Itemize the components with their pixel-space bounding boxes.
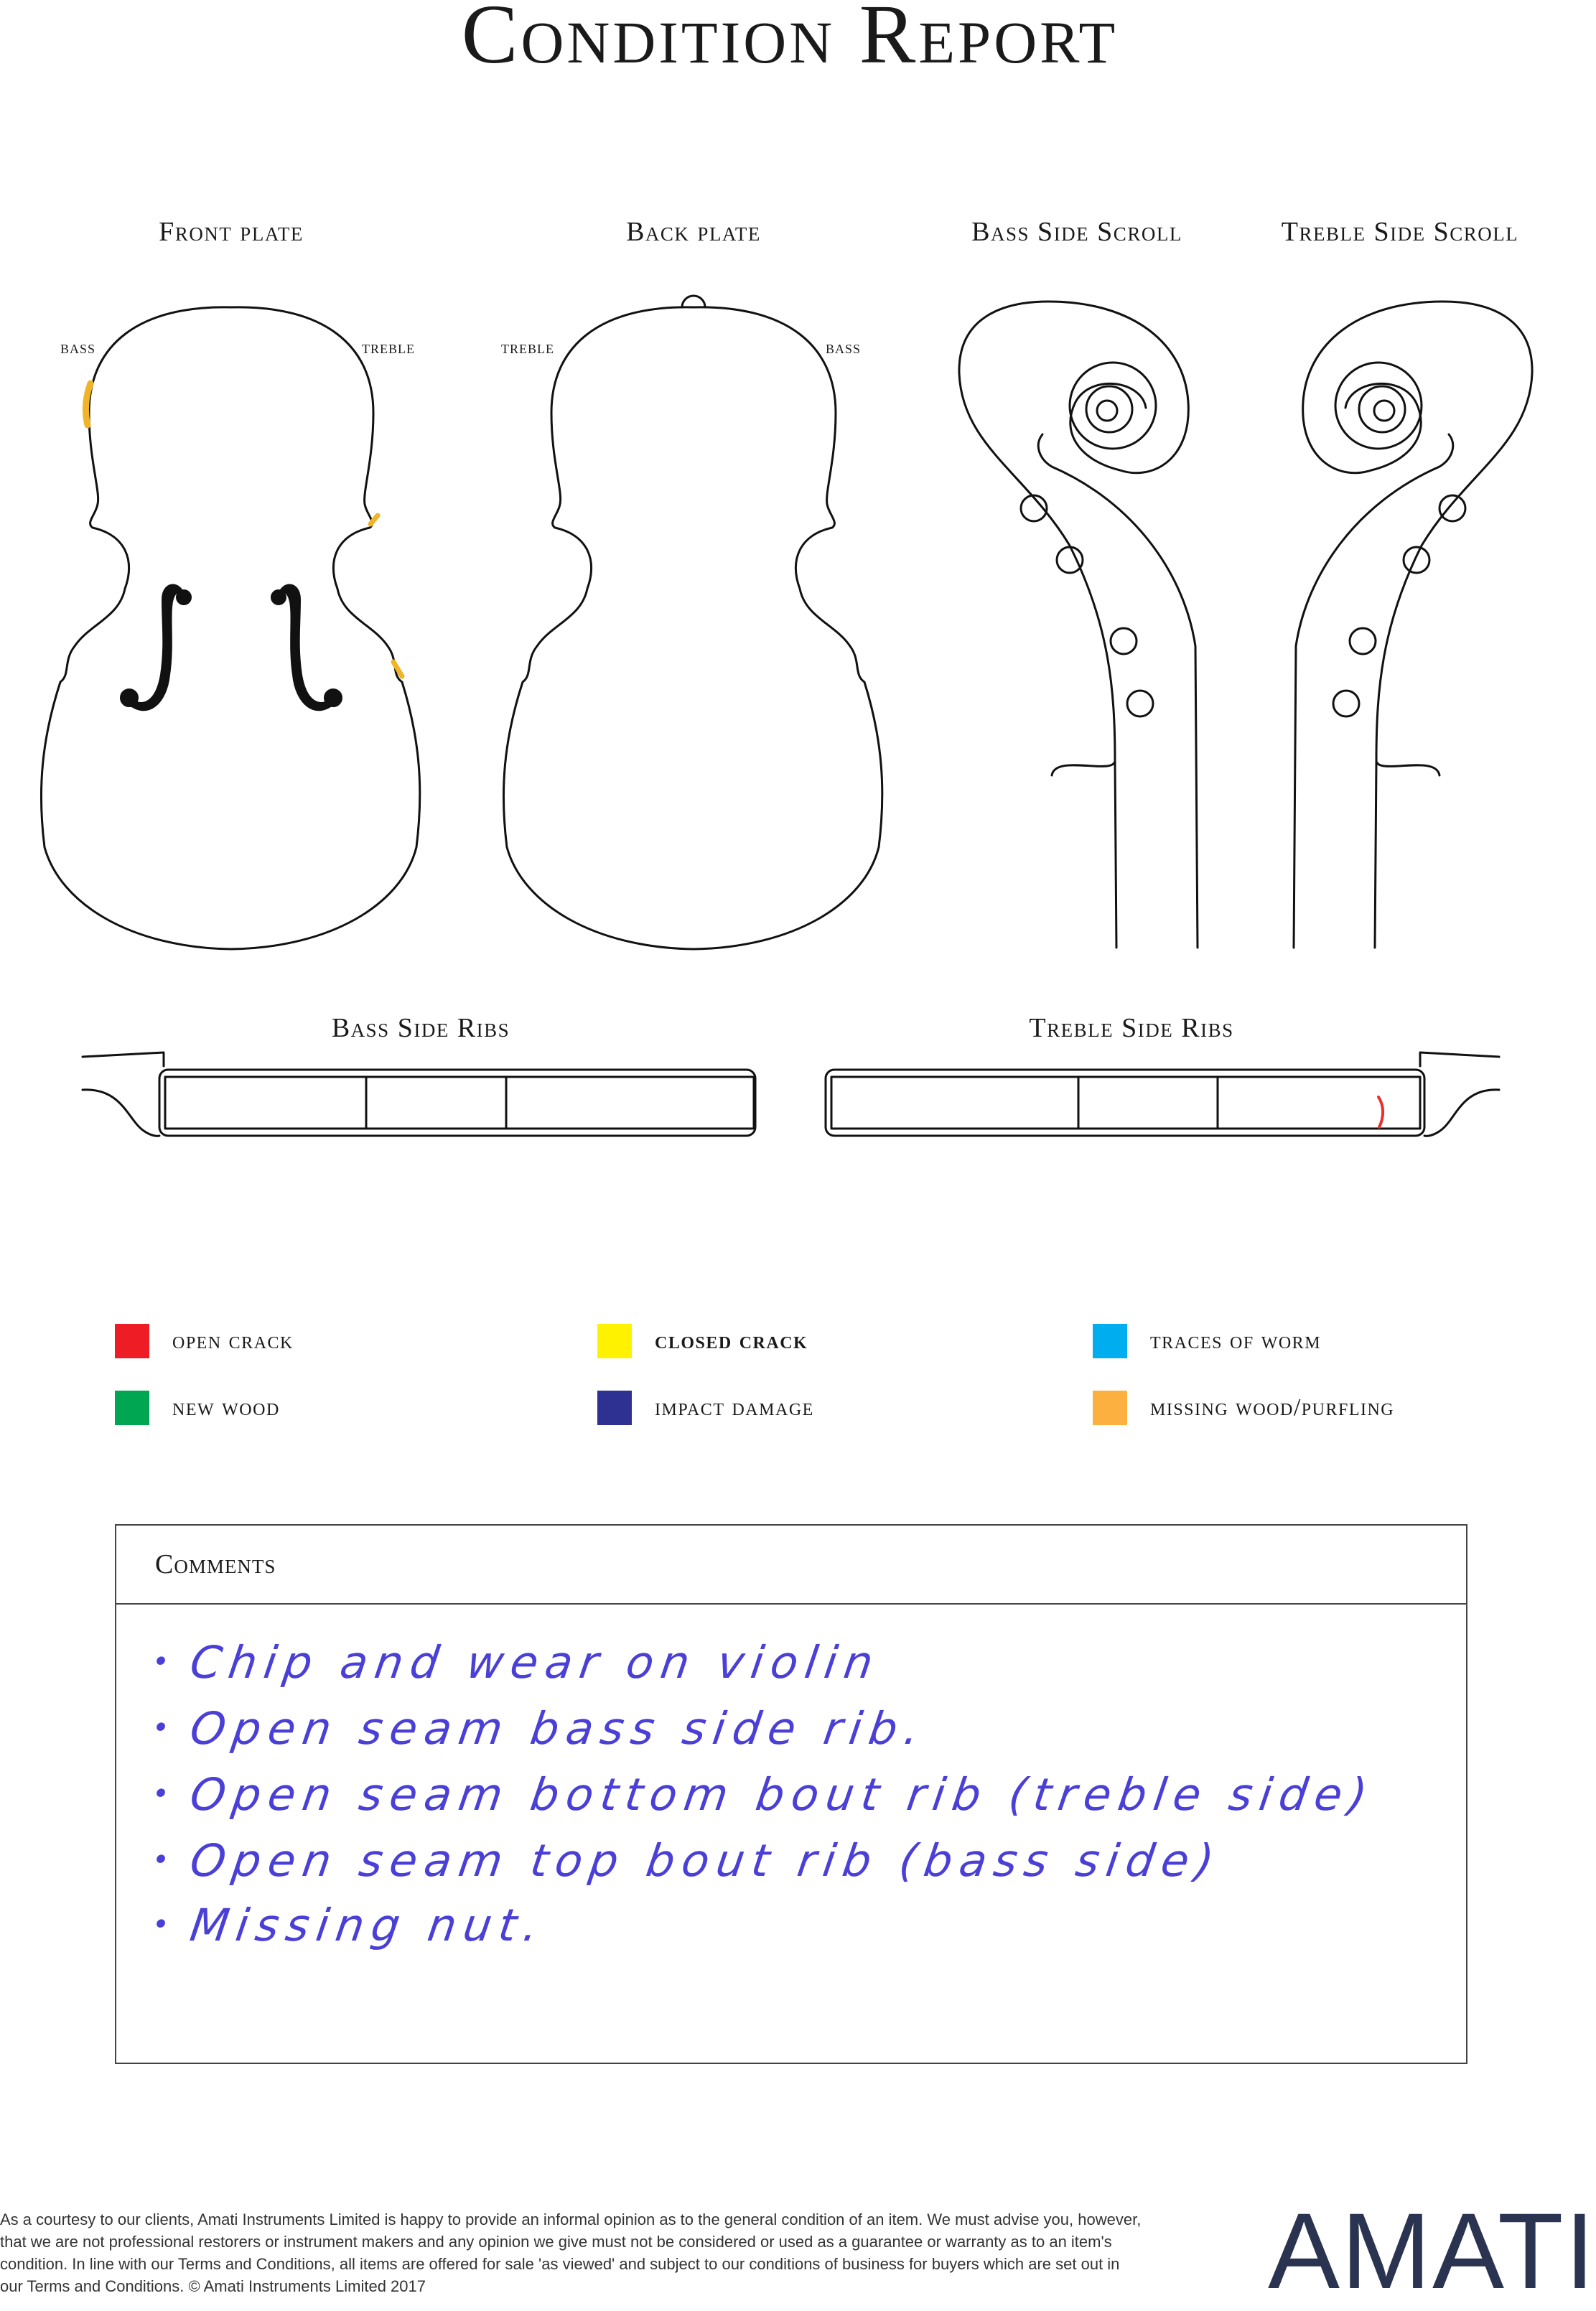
comment-text: Open seam bottom bout rib (treble side) — [187, 1768, 1378, 1821]
legend-new-wood — [115, 1390, 280, 1426]
f-holes — [121, 584, 342, 710]
legend-swatch — [597, 1324, 632, 1358]
comment-line — [148, 1699, 930, 1757]
legend-impact-damage — [597, 1390, 814, 1426]
footer-disclaimer: As a courtesy to our clients, Amati Instruments Limited is happy to provide an informal opinion as to the general condition of an item. We must advise you, however, that we are not professional restorers or instrument makers and any opinion we give must not be considered or used as a guarantee or warranty as to an item's condition. In line with our Terms and Conditions, all items are offered for sale 'as viewed' and subject to our conditions of business for buyers which are set out in our Terms and Conditions. © Amati Instruments Limited 2017 — [0, 2210, 1142, 2295]
front-plate-label: Front plate — [159, 217, 304, 247]
comments-heading: Comments — [116, 1526, 1466, 1605]
comment-line — [148, 1633, 884, 1691]
back-bass-label: bass — [826, 338, 862, 358]
comments-box — [115, 1524, 1467, 2064]
legend-label: new wood — [172, 1394, 280, 1421]
missing-wood-mark-treble-cbout — [370, 515, 378, 524]
amati-logo: AMATI — [1268, 2190, 1596, 2311]
bass-scroll-outline — [959, 302, 1188, 948]
legend-closed-crack — [597, 1323, 808, 1359]
legend-swatch — [115, 1391, 149, 1425]
legend-label: traces of worm — [1150, 1327, 1322, 1354]
front-plate-outline — [41, 307, 419, 949]
front-bass-label: bass — [60, 338, 96, 358]
legend-label: impact damage — [655, 1394, 814, 1421]
back-plate-label: Back plate — [626, 217, 761, 247]
legend-label: missing wood/purfling — [1150, 1394, 1395, 1421]
comment-line — [148, 1896, 549, 1953]
legend-swatch — [1093, 1391, 1127, 1425]
back-plate-outline — [503, 307, 882, 949]
legend-open-crack — [115, 1323, 294, 1359]
treble-side-ribs-label: Treble Side Ribs — [1029, 1013, 1234, 1043]
front-treble-label: treble — [362, 338, 415, 358]
legend-swatch — [115, 1324, 149, 1358]
comment-text: Chip and wear on violin — [187, 1635, 884, 1689]
legend-traces-of-worm — [1093, 1323, 1321, 1359]
comment-line — [148, 1765, 1378, 1823]
legend-missing-wood-purfling — [1093, 1390, 1394, 1426]
comment-text: Missing nut. — [187, 1898, 549, 1951]
comment-text: Open seam top bout rib (bass side) — [187, 1834, 1225, 1887]
legend-swatch — [1093, 1324, 1127, 1358]
bass-side-ribs-label: Bass Side Ribs — [331, 1013, 510, 1043]
comment-line — [148, 1831, 1224, 1889]
treble-side-ribs-drawing — [826, 1052, 1499, 1136]
bullet-icon: • — [149, 1844, 172, 1877]
page-title: Condition Report — [461, 0, 1119, 81]
treble-side-scroll-label: Treble Side Scroll — [1281, 217, 1519, 247]
bullet-icon: • — [149, 1778, 172, 1811]
instrument-diagrams — [0, 0, 1548, 1163]
back-plate-button — [682, 296, 705, 307]
bass-side-ribs-drawing — [83, 1052, 755, 1136]
condition-marks — [85, 383, 1383, 1127]
legend-swatch — [597, 1391, 632, 1425]
bullet-icon: • — [149, 1712, 172, 1745]
legend-label: open crack — [172, 1327, 294, 1354]
open-crack-mark-treble-rib — [1378, 1097, 1383, 1127]
comment-text: Open seam bass side rib. — [187, 1701, 930, 1755]
bullet-icon: • — [149, 1645, 172, 1679]
bass-side-scroll-label: Bass Side Scroll — [971, 217, 1182, 247]
treble-scroll-outline — [1303, 302, 1532, 948]
legend-label: closed crack — [655, 1327, 808, 1354]
back-treble-label: treble — [501, 338, 554, 358]
bullet-icon: • — [149, 1908, 172, 1941]
